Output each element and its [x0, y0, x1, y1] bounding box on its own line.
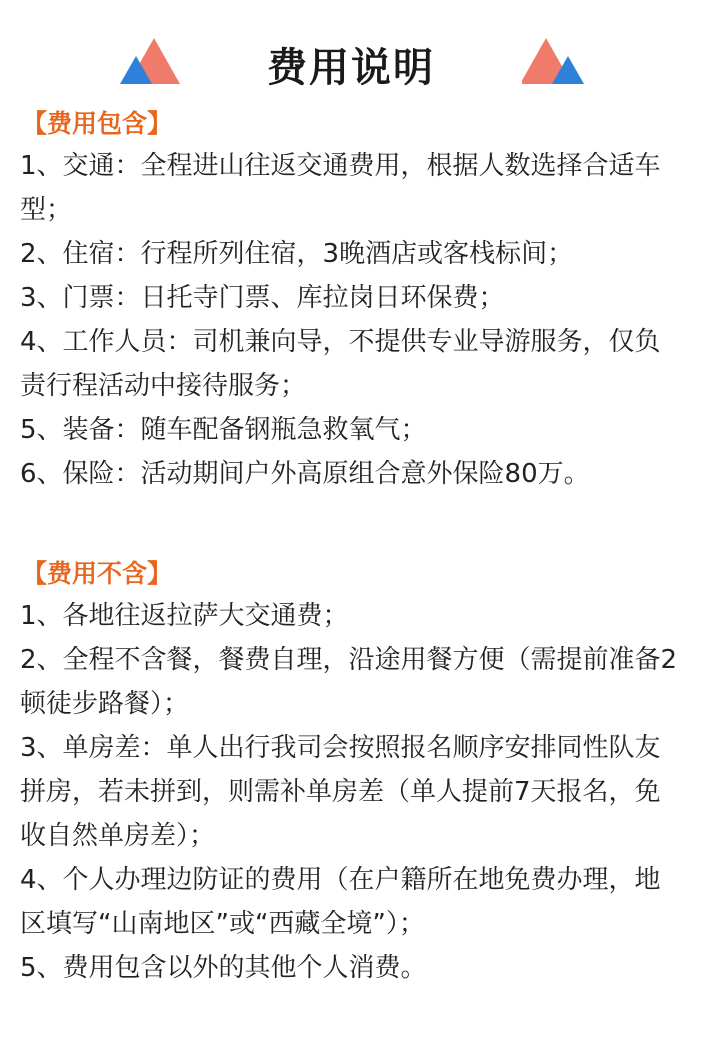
excluded-item: 1、各地往返拉萨大交通费；: [20, 601, 349, 631]
included-item: 6、保险：活动期间户外高原组合意外保险80万。: [20, 459, 590, 489]
included-item: 3、门票：日托寺门票、库拉岗日环保费；: [20, 283, 505, 313]
included-item: 1、交通：全程进山往返交通费用，根据人数选择合适车型；: [20, 151, 661, 225]
excluded-item: 3、单房差：单人出行我司会按照报名顺序安排同性队友拼房，若未拼到，则需补单房差（单人提前7天报名，免收自然单房差）；: [20, 733, 661, 851]
excluded-heading: 【费用不含】: [22, 559, 173, 588]
included-item: 4、工作人员：司机兼向导，不提供专业导游服务，仅负责行程活动中接待服务；: [20, 327, 661, 401]
excluded-item: 2、全程不含餐，餐费自理，沿途用餐方便（需提前准备2顿徒步路餐）；: [20, 645, 678, 719]
excluded-item: 4、个人办理边防证的费用（在户籍所在地免费办理，地区填写“山南地区”或“西藏全境”）；: [20, 865, 661, 939]
page-title: 费用说明: [267, 45, 435, 91]
excluded-section: [20, 554, 685, 990]
triangles-icon: [522, 36, 586, 84]
included-item: 2、住宿：行程所列住宿，3晚酒店或客栈标间；: [20, 239, 574, 269]
included-item: 5、装备：随车配备钢瓶急救氧气；: [20, 415, 427, 445]
included-heading: 【费用包含】: [22, 109, 173, 138]
page-header: [0, 30, 702, 100]
included-section: [20, 104, 685, 496]
excluded-item: 5、费用包含以外的其他个人消费。: [20, 953, 427, 983]
